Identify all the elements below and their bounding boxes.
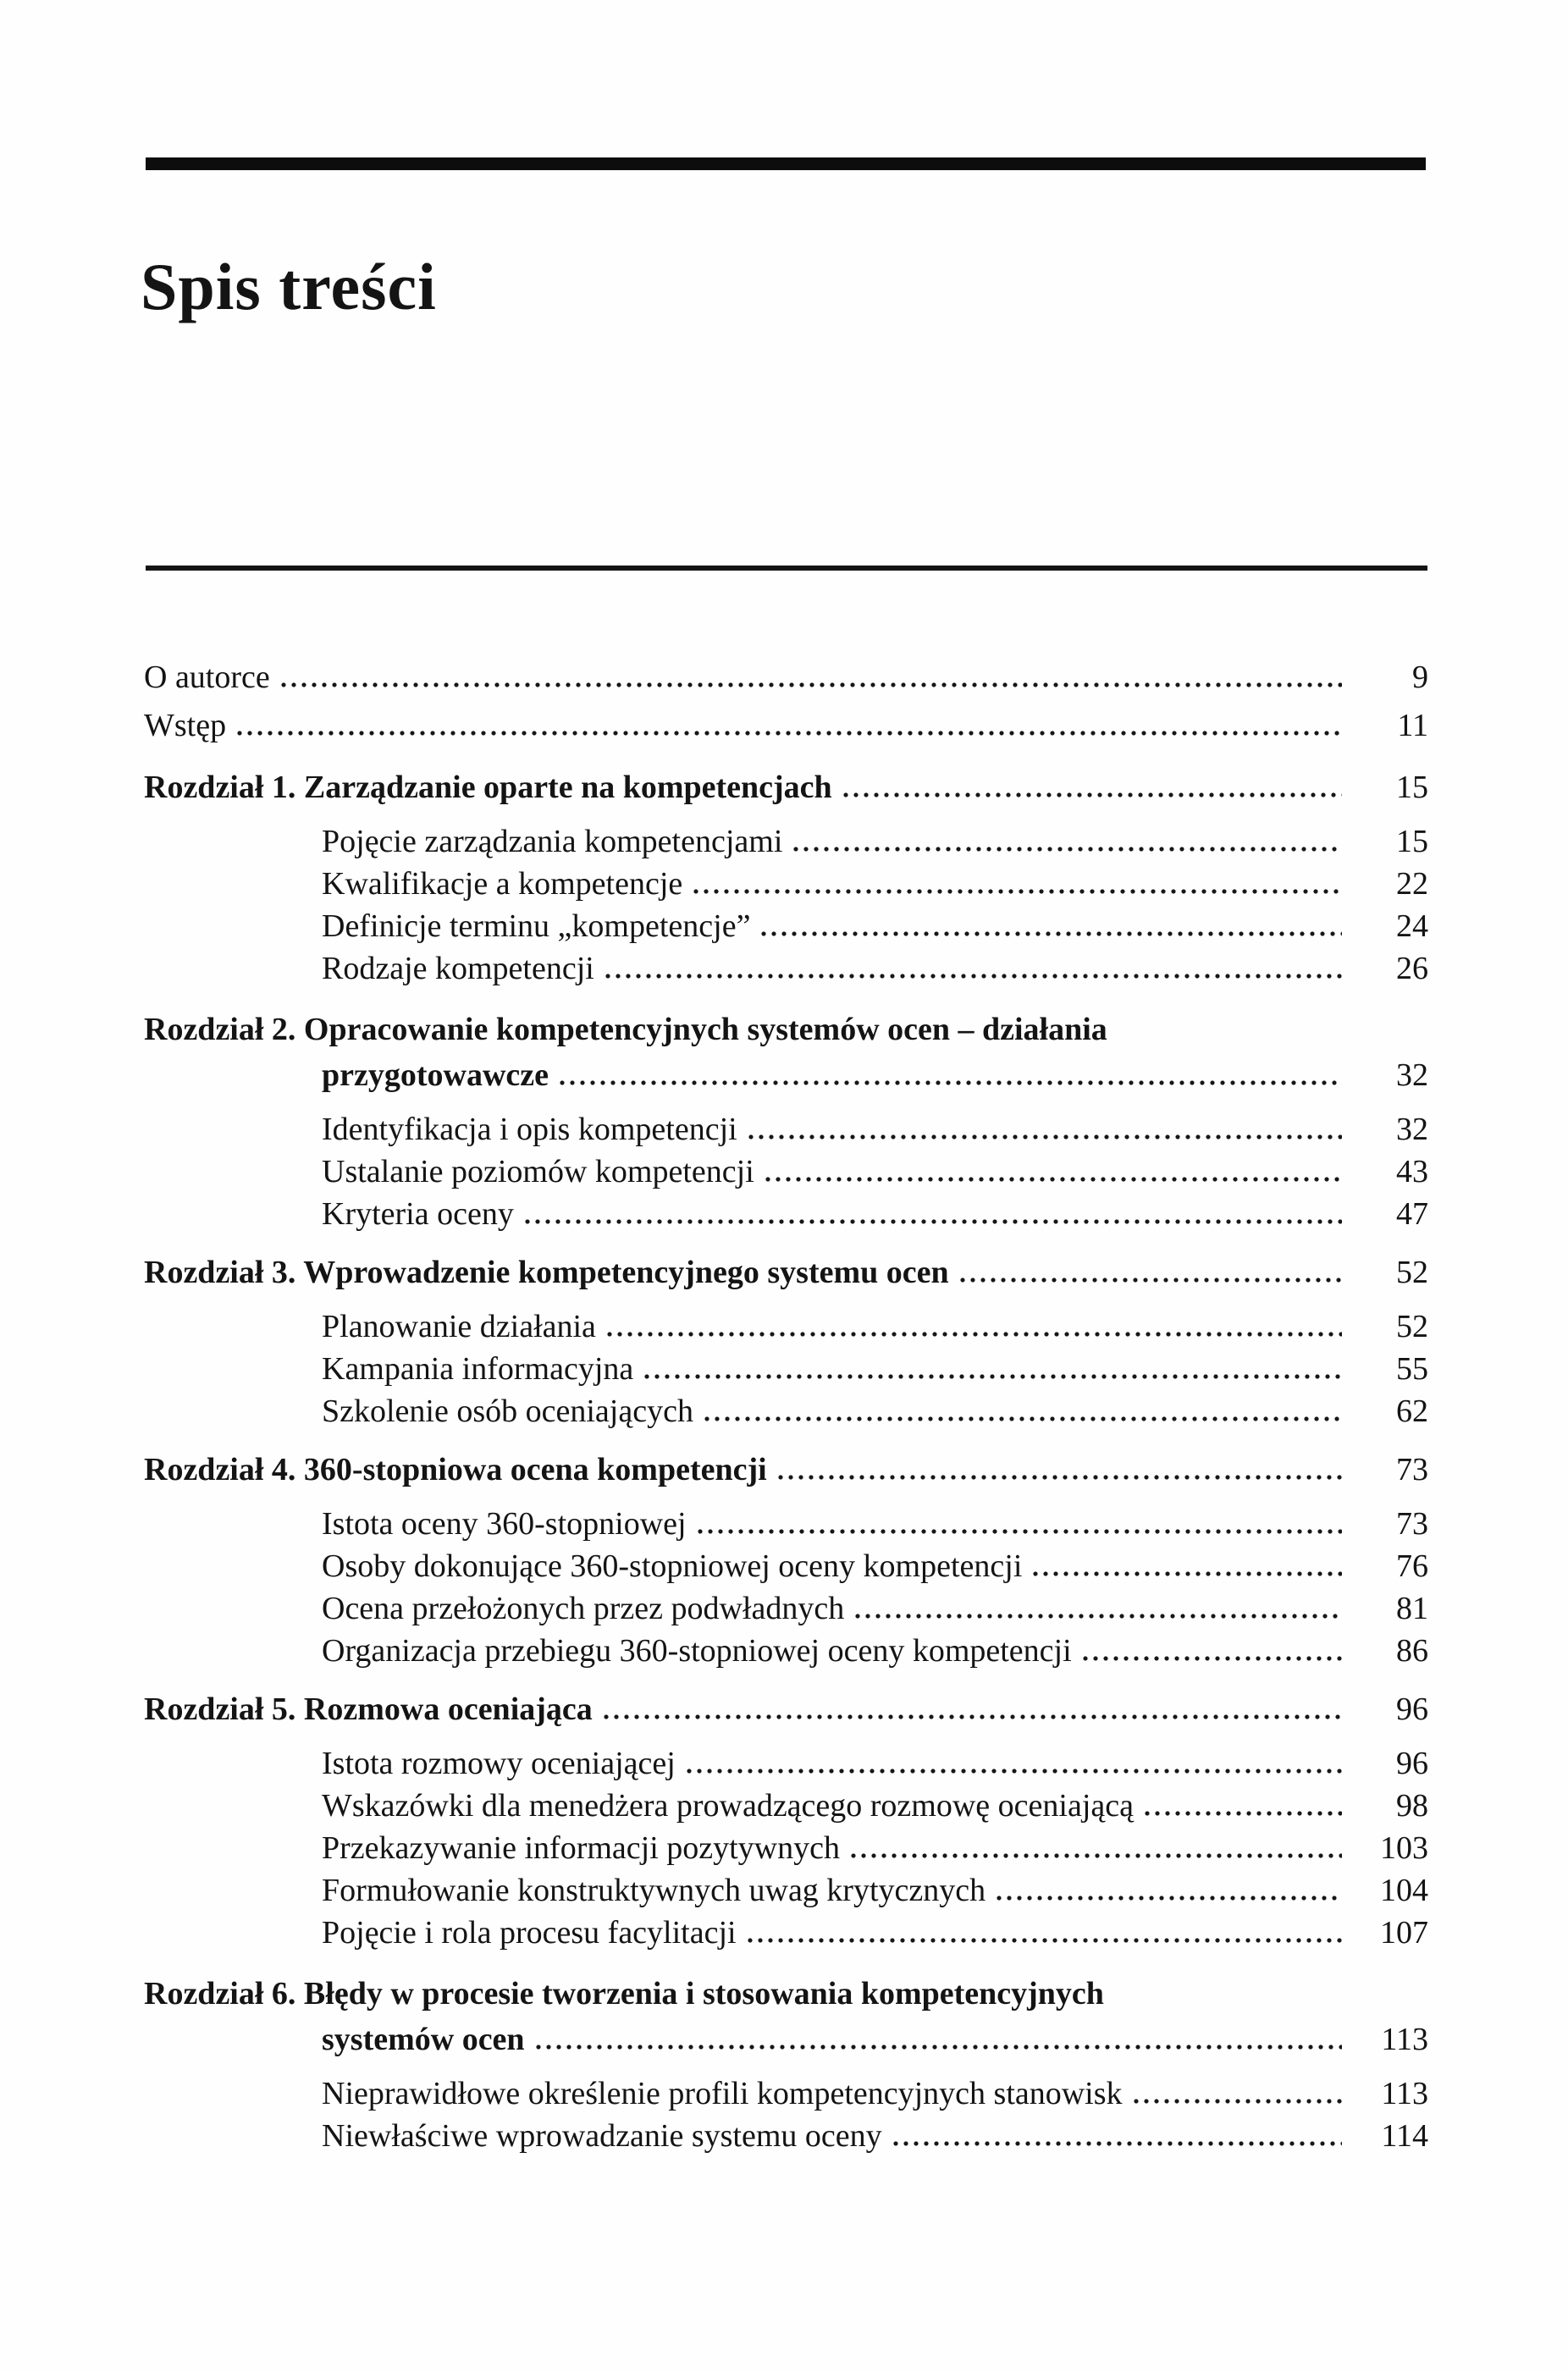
toc-row bbox=[322, 820, 1428, 863]
toc-row bbox=[322, 1912, 1428, 1954]
toc-entry-label: systemów ocen bbox=[322, 2022, 525, 2057]
toc-entry-label: Rozdział 3. Wprowadzenie kompetencyjnego systemu ocen bbox=[144, 1255, 949, 1290]
toc-entry-label: Przekazywanie informacji pozytywnych bbox=[322, 1830, 840, 1866]
toc-entry-label: Kwalifikacje a kompetencje bbox=[322, 866, 683, 902]
toc-entry-label: Rozdział 5. Rozmowa oceniająca bbox=[144, 1691, 593, 1727]
toc-row bbox=[144, 766, 1428, 808]
toc-chapter-headline: Rozdział 2. Opracowanie kompetencyjnych systemów ocen – działania bbox=[144, 1012, 1107, 1047]
toc-entry bbox=[144, 1193, 1428, 1235]
toc-entry bbox=[144, 1151, 1428, 1193]
toc-page-number: 55 bbox=[1396, 1351, 1428, 1387]
toc-page-number: 96 bbox=[1396, 1746, 1428, 1781]
dotted-leader bbox=[842, 792, 1342, 797]
toc-page-number: 104 bbox=[1380, 1873, 1428, 1908]
dotted-leader bbox=[747, 1938, 1342, 1943]
toc-row bbox=[144, 702, 1428, 750]
toc-row bbox=[322, 1305, 1428, 1348]
toc-entry-label: Formułowanie konstruktywnych uwag krytycznych bbox=[322, 1873, 986, 1908]
dotted-leader bbox=[686, 1769, 1342, 1774]
toc-entry-label: Wskazówki dla menedżera prowadzącego rozmowę oceniającą bbox=[322, 1788, 1134, 1824]
toc-entry-label: Szkolenie osób oceniających bbox=[322, 1393, 693, 1429]
toc-page-number: 24 bbox=[1396, 908, 1428, 944]
dotted-leader bbox=[892, 2141, 1342, 2146]
toc-entry bbox=[144, 863, 1428, 905]
toc-page-number: 103 bbox=[1380, 1830, 1428, 1866]
dotted-leader bbox=[777, 1475, 1342, 1480]
toc-entry bbox=[144, 947, 1428, 990]
toc-entry-label: Nieprawidłowe określenie profili kompetencyjnych stanowisk bbox=[322, 2076, 1123, 2111]
toc-row bbox=[322, 905, 1428, 947]
toc-page-number: 9 bbox=[1412, 659, 1428, 695]
toc-entry bbox=[144, 1390, 1428, 1432]
toc-page-number: 43 bbox=[1396, 1154, 1428, 1189]
toc-entry bbox=[144, 1545, 1428, 1587]
dotted-leader bbox=[765, 1177, 1342, 1182]
toc-entry-label: Kampania informacyjna bbox=[322, 1351, 634, 1387]
toc-page-number: 96 bbox=[1396, 1691, 1428, 1727]
dotted-leader bbox=[1144, 1811, 1342, 1816]
page-title: Spis treści bbox=[141, 250, 437, 324]
toc-row bbox=[322, 863, 1428, 905]
dotted-leader bbox=[697, 1529, 1342, 1534]
toc-page-number: 52 bbox=[1396, 1309, 1428, 1344]
toc-entry-label: Osoby dokonujące 360-stopniowej oceny kompetencji bbox=[322, 1548, 1023, 1584]
toc-entry-label: Ocena przełożonych przez podwładnych bbox=[322, 1591, 845, 1626]
toc-entry-label: Niewłaściwe wprowadzanie systemu oceny bbox=[322, 2118, 882, 2154]
toc-page-number: 32 bbox=[1396, 1112, 1428, 1147]
toc-entry bbox=[144, 1869, 1428, 1912]
toc-row bbox=[322, 1785, 1428, 1827]
toc-entry-label: Istota rozmowy oceniającej bbox=[322, 1746, 676, 1781]
toc-entry-label: Pojęcie zarządzania kompetencjami bbox=[322, 824, 783, 859]
toc-entry-label: Identyfikacja i opis kompetencji bbox=[322, 1112, 737, 1147]
toc-entry bbox=[144, 1587, 1428, 1630]
toc-row bbox=[322, 1390, 1428, 1432]
toc-row bbox=[144, 1449, 1428, 1491]
toc-entry-label: Rodzaje kompetencji bbox=[322, 951, 594, 986]
toc-entry-label: Definicje terminu „kompetencje” bbox=[322, 908, 751, 944]
toc-row bbox=[322, 947, 1428, 990]
toc-page-number: 113 bbox=[1381, 2022, 1428, 2057]
toc-page-number: 86 bbox=[1396, 1633, 1428, 1669]
dotted-leader bbox=[1082, 1656, 1342, 1661]
dotted-leader bbox=[996, 1896, 1342, 1901]
toc-entry bbox=[144, 1630, 1428, 1672]
toc-entry-label: Rozdział 4. 360-stopniowa ocena kompetencji bbox=[144, 1452, 767, 1487]
toc-page-number: 26 bbox=[1396, 951, 1428, 986]
toc-entry bbox=[144, 766, 1428, 808]
toc-row bbox=[322, 1587, 1428, 1630]
dotted-leader bbox=[535, 2045, 1342, 2050]
toc-entry bbox=[144, 1503, 1428, 1545]
dotted-leader bbox=[524, 1219, 1342, 1224]
dotted-leader bbox=[236, 731, 1342, 736]
dotted-leader bbox=[760, 931, 1342, 936]
toc-page-number: 22 bbox=[1396, 866, 1428, 902]
dotted-leader bbox=[854, 1614, 1342, 1619]
dotted-leader bbox=[1133, 2099, 1342, 2104]
toc-entry-label: Wstęp bbox=[144, 708, 227, 743]
toc-entry bbox=[144, 654, 1428, 702]
toc-entry bbox=[144, 1449, 1428, 1491]
toc-entry bbox=[144, 1305, 1428, 1348]
toc-row bbox=[322, 1630, 1428, 1672]
toc-entry-label: Planowanie działania bbox=[322, 1309, 596, 1344]
toc-entry bbox=[144, 702, 1428, 750]
toc-page-number: 107 bbox=[1380, 1915, 1428, 1951]
toc-row bbox=[144, 1688, 1428, 1730]
toc-entry bbox=[144, 1827, 1428, 1869]
toc-entry-label: O autorce bbox=[144, 659, 270, 695]
dotted-leader bbox=[693, 889, 1342, 894]
toc-entry bbox=[144, 905, 1428, 947]
toc-page-number: 73 bbox=[1396, 1452, 1428, 1487]
dotted-leader bbox=[606, 1332, 1342, 1337]
toc-page-number: 114 bbox=[1381, 2118, 1428, 2154]
toc-page-number: 113 bbox=[1381, 2076, 1428, 2111]
toc-page-number: 73 bbox=[1396, 1506, 1428, 1542]
toc-entry bbox=[144, 1006, 1428, 1096]
dotted-leader bbox=[280, 682, 1342, 687]
toc-page-number: 15 bbox=[1396, 824, 1428, 859]
toc-row bbox=[322, 1108, 1428, 1151]
toc-row bbox=[322, 2115, 1428, 2157]
toc-entry-label: Rozdział 1. Zarządzanie oparte na kompetencjach bbox=[144, 770, 832, 805]
toc-entry bbox=[144, 1742, 1428, 1785]
toc-entry bbox=[144, 1251, 1428, 1294]
dotted-leader bbox=[643, 1374, 1342, 1379]
toc-entry-label: Ustalanie poziomów kompetencji bbox=[322, 1154, 754, 1189]
toc-entry-label: Organizacja przebiegu 360-stopniowej oceny kompetencji bbox=[322, 1633, 1072, 1669]
toc-entry bbox=[144, 1970, 1428, 2061]
dotted-leader bbox=[603, 1714, 1342, 1719]
toc-row bbox=[144, 654, 1428, 702]
toc-entry-label: Istota oceny 360-stopniowej bbox=[322, 1506, 687, 1542]
toc-entry bbox=[144, 1785, 1428, 1827]
toc-entry bbox=[144, 820, 1428, 863]
toc-entry bbox=[144, 1688, 1428, 1730]
toc-page-number: 62 bbox=[1396, 1393, 1428, 1429]
toc-entry-label: przygotowawcze bbox=[322, 1057, 549, 1093]
toc-page-number: 76 bbox=[1396, 1548, 1428, 1584]
dotted-leader bbox=[559, 1080, 1342, 1085]
toc-entry bbox=[144, 1348, 1428, 1390]
toc-entry bbox=[144, 1108, 1428, 1151]
toc-entry-label: Pojęcie i rola procesu facylitacji bbox=[322, 1915, 737, 1951]
toc-page-number: 11 bbox=[1397, 708, 1428, 743]
dotted-leader bbox=[1032, 1571, 1342, 1576]
toc-entry bbox=[144, 1912, 1428, 1954]
top-rule bbox=[146, 157, 1426, 170]
dotted-leader bbox=[704, 1416, 1342, 1421]
toc-chapter-headline: Rozdział 6. Błędy w procesie tworzenia i stosowania kompetencyjnych bbox=[144, 1976, 1104, 2012]
dotted-leader bbox=[748, 1134, 1342, 1140]
toc-row bbox=[322, 1151, 1428, 1193]
dotted-leader bbox=[792, 847, 1342, 852]
dotted-leader bbox=[850, 1853, 1342, 1858]
toc-page-number: 47 bbox=[1396, 1196, 1428, 1232]
toc-row bbox=[322, 2072, 1428, 2115]
toc-row bbox=[322, 1054, 1428, 1096]
toc-entry bbox=[144, 2072, 1428, 2115]
toc-page-number: 98 bbox=[1396, 1788, 1428, 1824]
toc-page-number: 52 bbox=[1396, 1255, 1428, 1290]
toc-list bbox=[144, 654, 1428, 2157]
toc-row bbox=[322, 1869, 1428, 1912]
toc-page-number: 81 bbox=[1396, 1591, 1428, 1626]
toc-row bbox=[322, 1348, 1428, 1390]
toc-entry-label: Kryteria oceny bbox=[322, 1196, 514, 1232]
toc-row bbox=[322, 1827, 1428, 1869]
divider-rule bbox=[146, 566, 1427, 571]
toc-page-number: 32 bbox=[1396, 1057, 1428, 1093]
toc-row bbox=[144, 1251, 1428, 1294]
toc-row bbox=[322, 1742, 1428, 1785]
toc-row bbox=[322, 1193, 1428, 1235]
toc-row bbox=[322, 1545, 1428, 1587]
toc-row bbox=[322, 2018, 1428, 2061]
toc-page-number: 15 bbox=[1396, 770, 1428, 805]
toc-row bbox=[322, 1503, 1428, 1545]
dotted-leader bbox=[959, 1278, 1342, 1283]
dotted-leader bbox=[605, 974, 1342, 979]
toc-entry bbox=[144, 2115, 1428, 2157]
